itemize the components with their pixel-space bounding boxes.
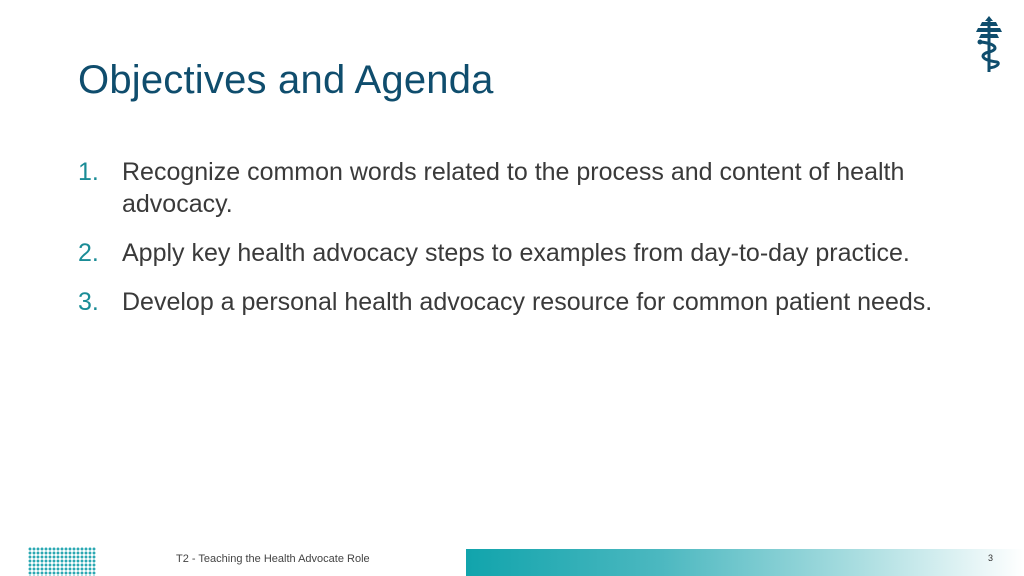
objective-item-1	[78, 156, 958, 220]
objectives-list	[78, 156, 958, 335]
dot-grid-icon	[28, 547, 96, 576]
footer-label: T2 - Teaching the Health Advocate Role	[176, 553, 370, 565]
objective-text: Develop a personal health advocacy resource for common patient needs.	[122, 288, 933, 316]
objective-item-2	[78, 237, 958, 269]
footer-gradient-bar	[466, 549, 1024, 576]
objective-item-3	[78, 286, 958, 318]
objective-number: 1.	[78, 158, 99, 186]
objective-number: 3.	[78, 288, 99, 316]
objective-number: 2.	[78, 239, 99, 267]
caduceus-tree-icon	[972, 14, 1006, 74]
slide-title: Objectives and Agenda	[78, 58, 494, 102]
objective-text: Apply key health advocacy steps to examples from day-to-day practice.	[122, 239, 910, 267]
page-number: 3	[988, 553, 994, 563]
objective-text: Recognize common words related to the process and content of health advocacy.	[122, 158, 905, 218]
